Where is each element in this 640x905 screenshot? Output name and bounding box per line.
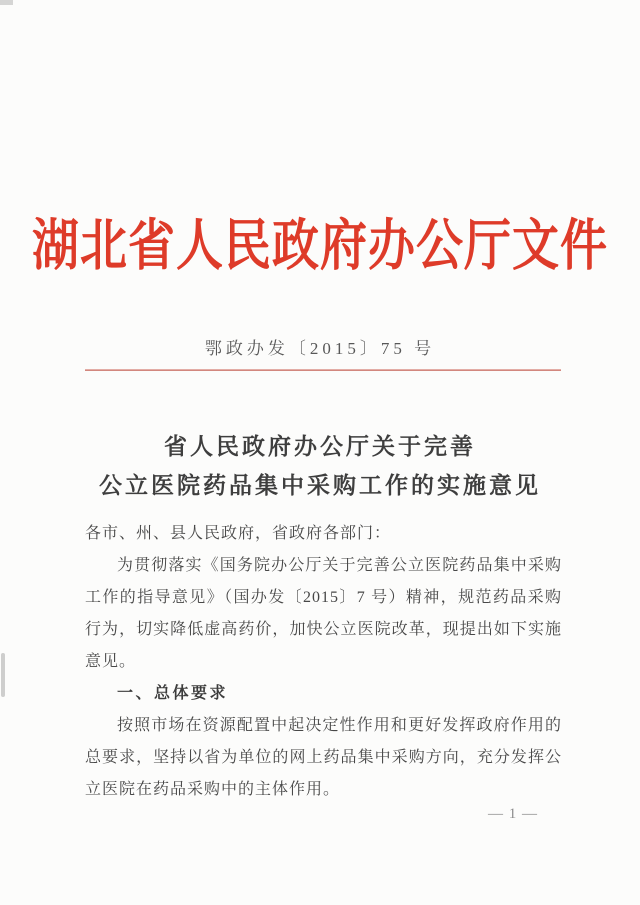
document-body [85, 518, 562, 806]
scan-artifact-edge [1, 653, 5, 697]
section-1-paragraph: 按照市场在资源配置中起决定性作用和更好发挥政府作用的总要求，坚持以省为单位的网上药品集中采购方向，充分发挥公立医院在药品采购中的主体作用。 [85, 717, 562, 798]
salutation-line: 各市、州、县人民政府，省政府各部门： [85, 525, 392, 542]
scan-artifact-corner [0, 0, 13, 5]
document-title-line1: 省人民政府办公厅关于完善 [164, 434, 476, 459]
document-reference-number: 鄂政办发〔2015〕75 号 [204, 339, 436, 358]
section-1-heading: 一、总体要求 [117, 685, 229, 702]
document-title [0, 427, 640, 505]
red-divider-line [85, 369, 561, 371]
document-title-line2: 公立医院药品集中采购工作的实施意见 [99, 473, 541, 498]
page-number: — 1 — [488, 806, 538, 822]
agency-letterhead-title: 湖北省人民政府办公厅文件 [32, 216, 608, 278]
body-paragraph-1: 为贯彻落实《国务院办公厅关于完善公立医院药品集中采购工作的指导意见》（国办发〔2015〕7 号）精神，规范药品采购行为，切实降低虚高药价，加快公立医院改革，现提出如下实施意见。 [85, 557, 562, 670]
